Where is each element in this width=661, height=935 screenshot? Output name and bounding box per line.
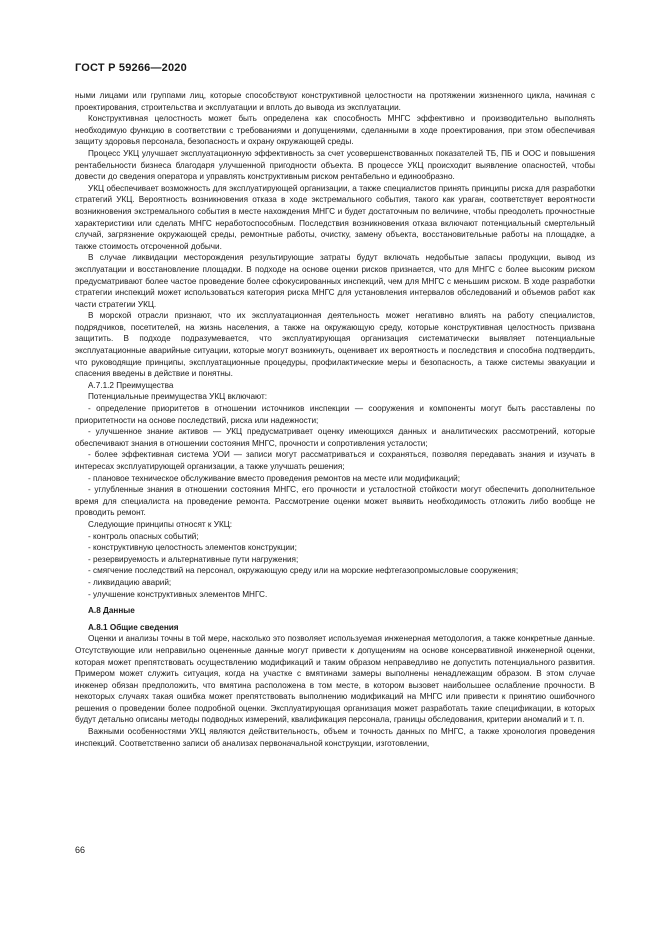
list-item: - углубленные знания в отношении состояния МНГС, его прочности и усталостной стойкости могут обеспечить дополнительное время для специалиста на проведение ремонта. Рассмотрение оценки может выявить необходимость отложить либо вообще не проводить ремонт. <box>75 485 595 518</box>
paragraph: Конструктивная целостность может быть определена как способность МНГС эффективно и производительно выполнять необходимую функцию в соответствии с требованиями и допущениями, сделанными в ходе проектирования, при этом обеспечивая защиту здоровья персонала, безопасность и охрану окружающей среды. <box>75 114 595 147</box>
subsection-heading: А.8.1 Общие сведения <box>88 622 179 632</box>
list-item: - плановое техническое обслуживание вместо проведения ремонтов на месте или модификаций; <box>88 473 461 483</box>
paragraph: Потенциальные преимущества УКЦ включают: <box>88 392 268 402</box>
paragraph-continuation: ными лицами или группами лиц, которые способствуют конструктивной целостности на протяжении жизненного цикла, начиная с проектирования, строительства и эксплуатации и вплоть до вывода из эксплуатации. <box>75 91 595 112</box>
list-item: - смягчение последствий на персонал, окружающую среду или на морские нефтегазопромысловые сооружения; <box>88 566 519 576</box>
list-item: - конструктивную целостность элементов конструкции; <box>88 543 297 553</box>
paragraph: Оценки и анализы точны в той мере, насколько это позволяет используемая инженерная методология, а также конкретные данные. Отсутствующие или неправильно оцененные данные могут привести к допущениям на основе консервативной инженерной оценки, которая может препятствовать осуществлению модификаций и таким образом неправедливо не допустить потенциального развития. Примером может служить ситуация, когда на участке с вмятинами замеры выполнены ненадлежащим образом. В этом случае инженер обязан предположить, что вмятина расположена в том месте, в котором вызовет наибольшее ослабление прочности. В некоторых случаях такая ошибка может препятствовать выполнению модификаций на МНГС или привести к принятию ошибочного решения о проведении более подробной оценки. Эксплуатирующая организация может разработать такие спецификации, в которых будут детально описаны методы подводных измерений, квалификация персонала, границы обследования, критерии аномалий и т. п. <box>75 634 595 725</box>
paragraph: УКЦ обеспечивает возможность для эксплуатирующей организации, а также специалистов принять принципы риска для разработки стратегий УКЦ. Вероятность возникновения отказа в ходе экстремального события, такого как ураган, соответствует вероятности возникновения экстремального события в месте нахождения МНГС и будет достаточным по величине, чтобы преодолеть прочностные характеристики или сделать МНГС неработоспособным. Последствия возникновения отказа включают потенциальный смертельный случай, загрязнение окружающей среды, ремонтные работы, очистку, замену объекта, восстановительные работы на площадке, а также стоимость отсроченной добычи. <box>75 183 595 251</box>
paragraph: В морской отрасли признают, что их эксплуатационная деятельность может негативно влиять на работу специалистов, подрядчиков, посетителей, на жизнь населения, а также на окружающую среду, которые конструктивная целостность призвана защитить. В подходе подразумевается, что эксплуатирующая организация систематически выявляет потенциальные эксплуатационные аварийные ситуации, которые могут возникнуть, оценивает их вероятность и последствия и способна подтвердить, что руководящие принципы, эксплуатационные процедуры, профилактические меры и безопасность, а также системы эвакуации и спасения введены в действие и понятны. <box>75 311 595 379</box>
paragraph: Процесс УКЦ улучшает эксплуатационную эффективность за счет усовершенствованных показателей ТБ, ПБ и ООС и повышения рентабельности бизнеса благодаря улучшенной пригодности объекта. В процессе УКЦ происходит выявление опасностей, чтобы довести до сведения оператора и управлять конструктивным риском рентабельно и единообразно. <box>75 148 595 182</box>
list-item: - улучшенное знание активов — УКЦ предусматривает оценку имеющихся данных и аналитических рассмотрений, которые обеспечивают знания в отношении состояния МНГС, прочности и сопротивления усталости; <box>75 427 595 448</box>
list-item: - улучшение конструктивных элементов МНГС. <box>88 589 268 599</box>
paragraph: Важными особенностями УКЦ являются действительность, объем и точность данных по МНГС, а также хронология проведения инспекций. Соответственно записи об анализах первоначальной конструкции, изготовлении, <box>75 727 595 748</box>
body-text <box>75 90 595 749</box>
paragraph: В случае ликвидации месторождения результирующие затраты будут включать недобытые запасы продукции, вывод из эксплуатации и восстановление площадки. В подходе на основе оценки рисков признается, что для МНГС с более высоким риском предусматривают более частое проведение более сфокусированных инспекций, чем для МНГС с меньшим риском. В ходе разработки стратегии инспекций может использоваться категория риска МНГС для установления интервалов обследований и объемов работ как части стратегии УКЦ. <box>75 253 595 309</box>
list-item: - контроль опасных событий; <box>88 531 199 541</box>
page-number: 66 <box>75 845 86 855</box>
standard-header: ГОСТ Р 59266—2020 <box>75 62 187 74</box>
subsection-heading: А.7.1.2 Преимущества <box>88 380 174 390</box>
paragraph: Следующие принципы относят к УКЦ: <box>88 519 233 529</box>
list-item: - резервируемость и альтернативные пути нагружения; <box>88 554 299 564</box>
section-heading: А.8 Данные <box>88 606 135 616</box>
list-item: - определение приоритетов в отношении источников инспекции — сооружения и компоненты могут быть расставлены по приоритетности на основе последствий, риска или надежности; <box>75 404 595 425</box>
list-item: - более эффективная система УОИ — записи могут рассматриваться и сохраняться, позволяя передавать знания и изучать в интересах эксплуатирующей организации, а также улучшать решения; <box>75 450 595 471</box>
list-item: - ликвидацию аварий; <box>88 577 172 587</box>
